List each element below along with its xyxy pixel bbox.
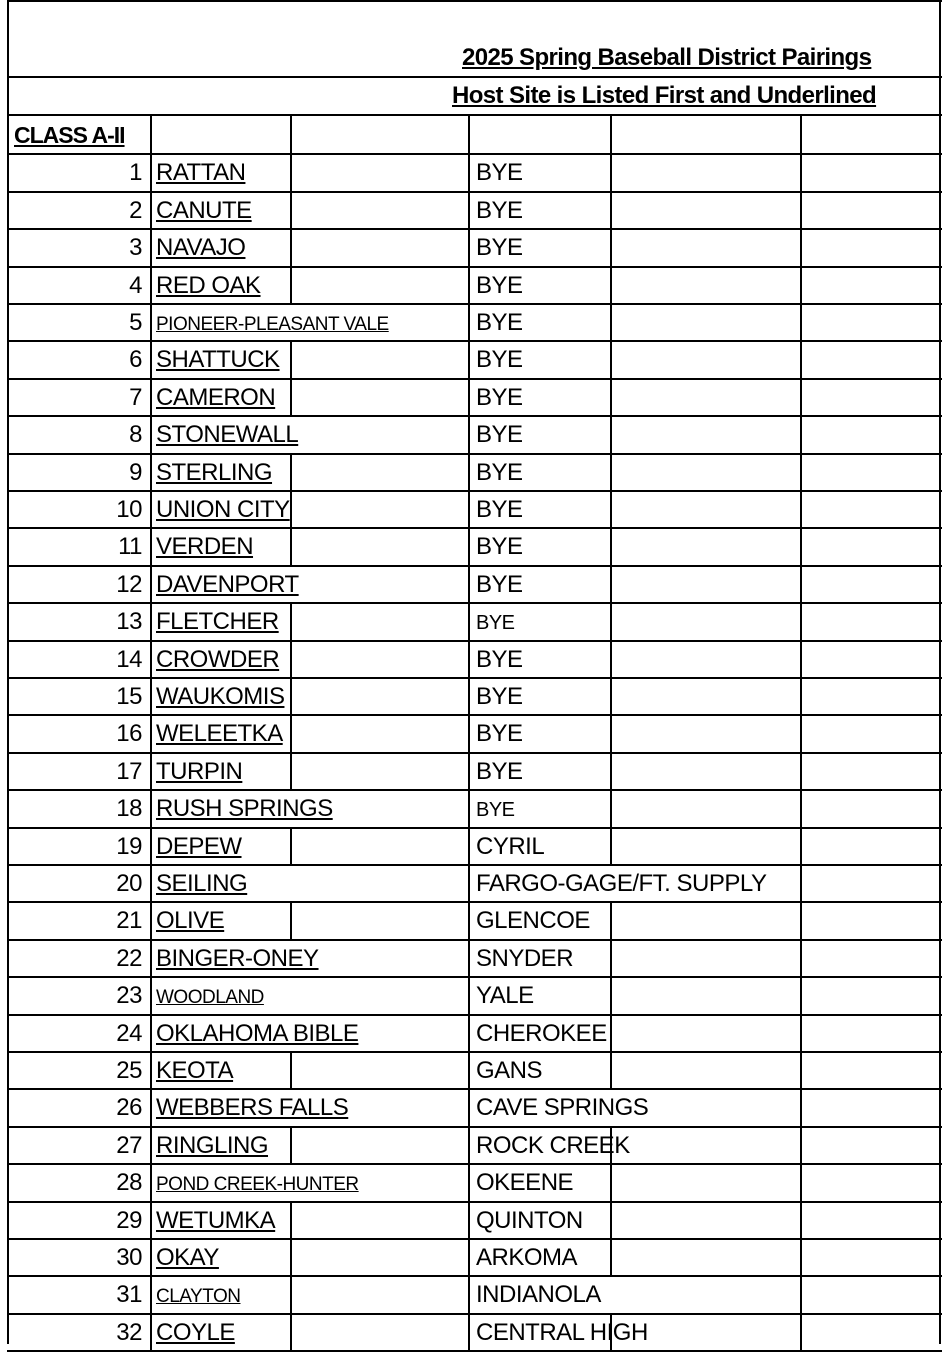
grid-vline bbox=[800, 1201, 802, 1238]
row-number: 12 bbox=[116, 571, 142, 598]
grid-vline bbox=[610, 303, 612, 340]
opponent-team: BYE bbox=[476, 159, 523, 186]
grid-vline bbox=[150, 378, 152, 415]
grid-vline bbox=[468, 677, 470, 714]
grid-vline bbox=[610, 752, 612, 789]
host-team: PIONEER-PLEASANT VALE bbox=[156, 314, 389, 335]
opponent-team: ARKOMA bbox=[476, 1244, 578, 1271]
opponent-team: BYE bbox=[476, 758, 523, 785]
grid-vline bbox=[610, 453, 612, 490]
grid-vline bbox=[610, 565, 612, 602]
page-title: 2025 Spring Baseball District Pairings bbox=[462, 44, 872, 71]
opponent-team: BYE bbox=[476, 571, 523, 598]
grid-vline bbox=[800, 1014, 802, 1051]
opponent-team: BYE bbox=[476, 496, 523, 523]
grid-vline bbox=[610, 228, 612, 266]
grid-vline bbox=[150, 228, 152, 266]
grid-vline bbox=[150, 527, 152, 565]
opponent-team: QUINTON bbox=[476, 1207, 583, 1234]
grid-vline bbox=[150, 1051, 152, 1088]
host-team: CAMERON bbox=[156, 384, 276, 411]
grid-vline bbox=[468, 415, 470, 453]
row-number: 28 bbox=[116, 1169, 142, 1196]
host-team: RINGLING bbox=[156, 1132, 269, 1159]
grid-vline bbox=[468, 191, 470, 228]
grid-vline bbox=[150, 714, 152, 752]
grid-vline bbox=[610, 266, 612, 303]
grid-vline bbox=[290, 714, 292, 752]
grid-vline bbox=[150, 490, 152, 527]
grid-vline bbox=[468, 1088, 470, 1126]
grid-vline bbox=[468, 864, 470, 901]
host-team: SHATTUCK bbox=[156, 346, 280, 373]
grid-vline bbox=[800, 378, 802, 415]
grid-vline bbox=[290, 490, 292, 527]
host-team: TURPIN bbox=[156, 758, 243, 785]
grid-vline bbox=[800, 565, 802, 602]
row-number: 31 bbox=[116, 1281, 142, 1308]
row-number: 32 bbox=[116, 1319, 142, 1346]
grid-vline bbox=[290, 1313, 292, 1350]
grid-vline bbox=[610, 153, 612, 191]
grid-vline bbox=[800, 677, 802, 714]
grid-vline bbox=[800, 1275, 802, 1313]
grid-vline bbox=[290, 901, 292, 939]
grid-vline bbox=[800, 340, 802, 378]
grid-vline bbox=[800, 116, 802, 153]
opponent-team: BYE bbox=[476, 346, 523, 373]
grid-vline bbox=[150, 1313, 152, 1350]
grid-vline bbox=[468, 1201, 470, 1238]
opponent-team: CYRIL bbox=[476, 833, 545, 860]
grid-vline bbox=[468, 266, 470, 303]
grid-vline bbox=[150, 415, 152, 453]
host-team: WOODLAND bbox=[156, 987, 264, 1008]
grid-vline bbox=[610, 1163, 612, 1201]
grid-vline bbox=[290, 640, 292, 677]
host-team: POND CREEK-HUNTER bbox=[156, 1174, 359, 1195]
grid-vline bbox=[610, 490, 612, 527]
host-team: OLIVE bbox=[156, 907, 225, 934]
grid-vline bbox=[800, 901, 802, 939]
opponent-team: CENTRAL HIGH bbox=[476, 1319, 648, 1346]
opponent-team: FARGO-GAGE/FT. SUPPLY bbox=[476, 870, 767, 897]
grid-vline bbox=[800, 303, 802, 340]
host-team: DAVENPORT bbox=[156, 571, 299, 598]
grid-vline bbox=[610, 1238, 612, 1275]
grid-vline bbox=[150, 1201, 152, 1238]
grid-vline bbox=[150, 191, 152, 228]
host-team: RATTAN bbox=[156, 159, 246, 186]
grid-vline bbox=[468, 714, 470, 752]
opponent-team: BYE bbox=[476, 309, 523, 336]
opponent-team: OKEENE bbox=[476, 1169, 574, 1196]
grid-vline bbox=[468, 1163, 470, 1201]
grid-vline bbox=[610, 976, 612, 1014]
host-team: CLAYTON bbox=[156, 1286, 241, 1307]
grid-vline bbox=[468, 901, 470, 939]
grid-vline bbox=[290, 266, 292, 303]
opponent-team: BYE bbox=[476, 197, 523, 224]
class-label: CLASS A-II bbox=[14, 122, 125, 148]
grid-vline bbox=[468, 228, 470, 266]
host-team: WELEETKA bbox=[156, 720, 283, 747]
host-team: BINGER-ONEY bbox=[156, 945, 319, 972]
grid-vline bbox=[150, 1014, 152, 1051]
grid-vline bbox=[290, 1238, 292, 1275]
grid-vline bbox=[468, 453, 470, 490]
row-number: 1 bbox=[129, 159, 142, 186]
grid-vline bbox=[800, 714, 802, 752]
grid-vline bbox=[800, 976, 802, 1014]
grid-vline bbox=[468, 490, 470, 527]
host-team: CROWDER bbox=[156, 646, 280, 673]
grid-vline bbox=[150, 1275, 152, 1313]
grid-vline bbox=[290, 116, 292, 153]
opponent-team: BYE bbox=[476, 459, 523, 486]
grid-vline bbox=[290, 602, 292, 640]
grid-vline bbox=[800, 640, 802, 677]
opponent-team: BYE bbox=[476, 612, 515, 634]
grid-vline bbox=[610, 901, 612, 939]
grid-vline bbox=[800, 228, 802, 266]
grid-vline bbox=[800, 827, 802, 864]
host-team: WETUMKA bbox=[156, 1207, 276, 1234]
opponent-team: GLENCOE bbox=[476, 907, 590, 934]
row-number: 24 bbox=[116, 1020, 142, 1047]
grid-vline bbox=[468, 827, 470, 864]
grid-vline bbox=[800, 490, 802, 527]
grid-vline bbox=[150, 827, 152, 864]
row-number: 20 bbox=[116, 870, 142, 897]
row-number: 18 bbox=[116, 795, 142, 822]
grid-vline bbox=[150, 453, 152, 490]
host-team: DEPEW bbox=[156, 833, 242, 860]
host-team: WEBBERS FALLS bbox=[156, 1094, 349, 1121]
row-number: 17 bbox=[116, 758, 142, 785]
grid-vline bbox=[610, 827, 612, 864]
grid-vline bbox=[468, 378, 470, 415]
grid-vline bbox=[290, 378, 292, 415]
grid-vline bbox=[150, 1238, 152, 1275]
grid-vline bbox=[468, 1238, 470, 1275]
grid-vline bbox=[800, 1238, 802, 1275]
grid-vline bbox=[468, 1275, 470, 1313]
row-number: 2 bbox=[129, 197, 142, 224]
grid-vline bbox=[468, 789, 470, 827]
grid-vline bbox=[800, 752, 802, 789]
grid-vline bbox=[150, 640, 152, 677]
grid-vline bbox=[610, 640, 612, 677]
grid-vline bbox=[290, 827, 292, 864]
grid-vline bbox=[150, 752, 152, 789]
grid-vline bbox=[150, 303, 152, 340]
row-number: 8 bbox=[129, 421, 142, 448]
grid-vline bbox=[290, 340, 292, 378]
opponent-team: BYE bbox=[476, 384, 523, 411]
grid-vline bbox=[150, 565, 152, 602]
grid-vline bbox=[610, 191, 612, 228]
grid-vline bbox=[290, 1201, 292, 1238]
opponent-team: BYE bbox=[476, 234, 523, 261]
opponent-team: YALE bbox=[476, 982, 534, 1009]
row-number: 15 bbox=[116, 683, 142, 710]
grid-vline bbox=[468, 976, 470, 1014]
grid-vline bbox=[610, 939, 612, 976]
opponent-team: ROCK CREEK bbox=[476, 1132, 630, 1159]
row-number: 14 bbox=[116, 646, 142, 673]
opponent-team: BYE bbox=[476, 683, 523, 710]
grid-vline bbox=[290, 453, 292, 490]
row-number: 25 bbox=[116, 1057, 142, 1084]
grid-vline bbox=[150, 116, 152, 153]
opponent-team: BYE bbox=[476, 646, 523, 673]
grid-vline bbox=[468, 565, 470, 602]
host-team: STONEWALL bbox=[156, 421, 299, 448]
grid-hline bbox=[7, 76, 942, 78]
row-number: 19 bbox=[116, 833, 142, 860]
grid-vline bbox=[468, 752, 470, 789]
grid-vline bbox=[150, 266, 152, 303]
grid-vline bbox=[610, 714, 612, 752]
opponent-team: BYE bbox=[476, 720, 523, 747]
grid-vline bbox=[290, 527, 292, 565]
grid-vline bbox=[468, 640, 470, 677]
grid-vline bbox=[610, 415, 612, 453]
row-number: 7 bbox=[129, 384, 142, 411]
grid-vline bbox=[468, 939, 470, 976]
grid-vline bbox=[800, 191, 802, 228]
grid-vline bbox=[150, 1126, 152, 1163]
grid-vline bbox=[800, 266, 802, 303]
host-team: COYLE bbox=[156, 1319, 235, 1346]
host-team: STERLING bbox=[156, 459, 273, 486]
grid-vline bbox=[150, 1163, 152, 1201]
grid-vline bbox=[610, 1051, 612, 1088]
grid-vline bbox=[468, 1126, 470, 1163]
grid-hline bbox=[7, 0, 942, 2]
host-team: RUSH SPRINGS bbox=[156, 795, 333, 822]
opponent-team: BYE bbox=[476, 533, 523, 560]
grid-vline bbox=[150, 153, 152, 191]
host-team: KEOTA bbox=[156, 1057, 234, 1084]
row-number: 30 bbox=[116, 1244, 142, 1271]
grid-vline bbox=[800, 153, 802, 191]
row-number: 27 bbox=[116, 1132, 142, 1159]
grid-vline bbox=[800, 602, 802, 640]
row-number: 26 bbox=[116, 1094, 142, 1121]
grid-vline bbox=[150, 789, 152, 827]
grid-vline bbox=[610, 340, 612, 378]
row-number: 11 bbox=[118, 533, 142, 560]
grid-vline bbox=[290, 191, 292, 228]
host-team: SEILING bbox=[156, 870, 248, 897]
grid-vline bbox=[800, 1163, 802, 1201]
opponent-team: INDIANOLA bbox=[476, 1281, 601, 1308]
grid-vline bbox=[800, 1051, 802, 1088]
grid-vline bbox=[610, 602, 612, 640]
grid-vline bbox=[150, 677, 152, 714]
row-number: 9 bbox=[129, 459, 142, 486]
row-number: 5 bbox=[129, 309, 142, 336]
grid-vline bbox=[468, 153, 470, 191]
grid-vline bbox=[468, 116, 470, 153]
grid-vline bbox=[468, 1051, 470, 1088]
grid-vline bbox=[800, 1126, 802, 1163]
grid-vline bbox=[290, 1051, 292, 1088]
row-number: 4 bbox=[129, 272, 142, 299]
grid-vline bbox=[290, 1275, 292, 1313]
grid-vline bbox=[800, 1088, 802, 1126]
row-number: 21 bbox=[116, 907, 142, 934]
opponent-team: CAVE SPRINGS bbox=[476, 1094, 649, 1121]
opponent-team: BYE bbox=[476, 272, 523, 299]
opponent-team: GANS bbox=[476, 1057, 543, 1084]
row-number: 16 bbox=[116, 720, 142, 747]
row-number: 3 bbox=[129, 234, 142, 261]
host-team: OKLAHOMA BIBLE bbox=[156, 1020, 359, 1047]
row-number: 13 bbox=[116, 608, 142, 635]
host-team: CANUTE bbox=[156, 197, 252, 224]
opponent-team: BYE bbox=[476, 421, 523, 448]
grid-vline bbox=[7, 0, 9, 1344]
grid-vline bbox=[290, 228, 292, 266]
grid-vline bbox=[468, 602, 470, 640]
host-team: UNION CITY bbox=[156, 496, 290, 523]
opponent-team: CHEROKEE bbox=[476, 1020, 607, 1047]
grid-vline bbox=[610, 116, 612, 153]
grid-vline bbox=[290, 677, 292, 714]
grid-vline bbox=[610, 789, 612, 827]
host-team: OKAY bbox=[156, 1244, 219, 1271]
grid-vline bbox=[468, 340, 470, 378]
grid-vline bbox=[610, 378, 612, 415]
grid-vline bbox=[800, 415, 802, 453]
grid-vline bbox=[150, 340, 152, 378]
grid-vline bbox=[800, 939, 802, 976]
host-team: VERDEN bbox=[156, 533, 254, 560]
host-team: FLETCHER bbox=[156, 608, 279, 635]
row-number: 10 bbox=[116, 496, 142, 523]
grid-vline bbox=[150, 602, 152, 640]
grid-vline bbox=[150, 1088, 152, 1126]
grid-vline bbox=[468, 1014, 470, 1051]
grid-vline bbox=[150, 976, 152, 1014]
host-team: NAVAJO bbox=[156, 234, 246, 261]
grid-vline bbox=[610, 1201, 612, 1238]
grid-vline bbox=[800, 789, 802, 827]
grid-vline bbox=[610, 1014, 612, 1051]
grid-vline bbox=[290, 153, 292, 191]
row-number: 22 bbox=[116, 945, 142, 972]
row-number: 29 bbox=[116, 1207, 142, 1234]
opponent-team: SNYDER bbox=[476, 945, 574, 972]
grid-vline bbox=[939, 0, 941, 1344]
grid-vline bbox=[468, 303, 470, 340]
opponent-team: BYE bbox=[476, 799, 515, 821]
host-team: WAUKOMIS bbox=[156, 683, 285, 710]
grid-vline bbox=[150, 901, 152, 939]
row-number: 23 bbox=[116, 982, 142, 1009]
grid-vline bbox=[800, 864, 802, 901]
grid-vline bbox=[150, 939, 152, 976]
host-team: RED OAK bbox=[156, 272, 261, 299]
page-subtitle: Host Site is Listed First and Underlined bbox=[452, 82, 877, 109]
grid-vline bbox=[610, 527, 612, 565]
grid-vline bbox=[468, 527, 470, 565]
grid-vline bbox=[800, 453, 802, 490]
grid-vline bbox=[290, 752, 292, 789]
grid-vline bbox=[800, 1313, 802, 1350]
grid-vline bbox=[290, 1126, 292, 1163]
grid-vline bbox=[150, 864, 152, 901]
grid-vline bbox=[800, 527, 802, 565]
row-number: 6 bbox=[129, 346, 142, 373]
grid-vline bbox=[468, 1313, 470, 1350]
grid-vline bbox=[610, 677, 612, 714]
